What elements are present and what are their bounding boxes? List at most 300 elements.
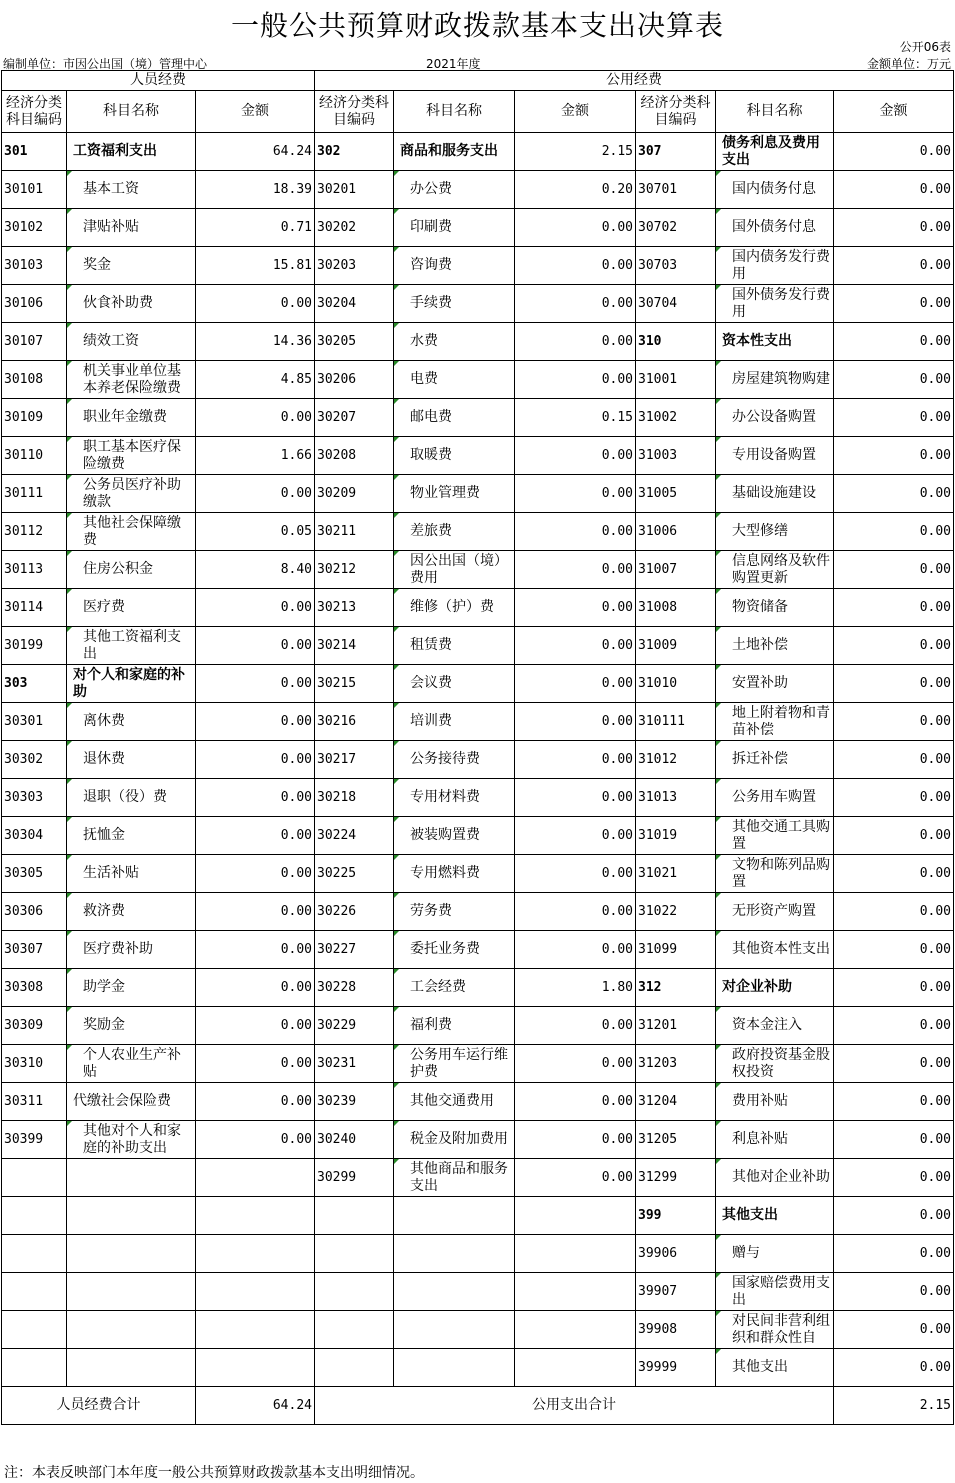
- subject-code: 30103: [2, 247, 67, 285]
- amount: 0.00: [834, 1007, 954, 1045]
- amount: 0.00: [834, 1083, 954, 1121]
- amount: [196, 1273, 315, 1311]
- subject-name: 国家赔偿费用支出: [716, 1273, 834, 1311]
- amount: 0.00: [196, 589, 315, 627]
- amount: 4.85: [196, 361, 315, 399]
- subject-code: [315, 1311, 394, 1349]
- subject-code: 30110: [2, 437, 67, 475]
- subject-name: 土地补偿: [716, 627, 834, 665]
- subject-code: 30306: [2, 893, 67, 931]
- subject-name: 助学金: [67, 969, 196, 1007]
- amount: 0.00: [515, 209, 636, 247]
- subject-code: 30114: [2, 589, 67, 627]
- subject-code: 399: [636, 1197, 716, 1235]
- subject-name: 绩效工资: [67, 323, 196, 361]
- subject-name: 国外债务付息: [716, 209, 834, 247]
- amount: 0.00: [515, 741, 636, 779]
- subject-code: 39907: [636, 1273, 716, 1311]
- subject-code: 30205: [315, 323, 394, 361]
- subject-name: 福利费: [394, 1007, 515, 1045]
- amount: 0.00: [834, 551, 954, 589]
- subject-name: 水费: [394, 323, 515, 361]
- amount: 0.00: [196, 475, 315, 513]
- amount: 0.00: [834, 437, 954, 475]
- subject-code: 30239: [315, 1083, 394, 1121]
- subject-code: 30303: [2, 779, 67, 817]
- subject-name: [394, 1311, 515, 1349]
- subject-code: 30240: [315, 1121, 394, 1159]
- col-header-code: 经济分类科目编码: [2, 91, 67, 133]
- table-row: [2, 1235, 954, 1273]
- subject-name: 咨询费: [394, 247, 515, 285]
- subject-code: 30704: [636, 285, 716, 323]
- subject-code: 30226: [315, 893, 394, 931]
- amount: 0.00: [515, 665, 636, 703]
- amount: 0.00: [515, 1083, 636, 1121]
- subject-code: 301: [2, 133, 67, 171]
- subject-name: 资本性支出: [716, 323, 834, 361]
- amount: 0.00: [196, 969, 315, 1007]
- amount: 0.00: [515, 1007, 636, 1045]
- amount: 64.24: [196, 133, 315, 171]
- amount: 0.00: [515, 931, 636, 969]
- subject-code: 31008: [636, 589, 716, 627]
- subject-name: 其他工资福利支出: [67, 627, 196, 665]
- col-header-code: 经济分类科目编码: [636, 91, 716, 133]
- subject-name: 劳务费: [394, 893, 515, 931]
- subject-name: 物资储备: [716, 589, 834, 627]
- subject-code: 30218: [315, 779, 394, 817]
- subject-name: 其他支出: [716, 1197, 834, 1235]
- amount: 2.15: [515, 133, 636, 171]
- subject-name: 其他支出: [716, 1349, 834, 1387]
- col-header-amount: 金额: [196, 91, 315, 133]
- subject-code: 30101: [2, 171, 67, 209]
- subject-code: 30227: [315, 931, 394, 969]
- amount: 0.00: [515, 855, 636, 893]
- amount: 0.00: [834, 171, 954, 209]
- table-row: [2, 589, 954, 627]
- amount: 0.00: [196, 285, 315, 323]
- subject-code: 312: [636, 969, 716, 1007]
- subject-code: [2, 1197, 67, 1235]
- subject-code: [2, 1235, 67, 1273]
- subject-name: [394, 1273, 515, 1311]
- amount: 0.00: [834, 475, 954, 513]
- subject-code: 31204: [636, 1083, 716, 1121]
- amount: 0.00: [196, 1121, 315, 1159]
- table-row: [2, 285, 954, 323]
- subject-code: 30102: [2, 209, 67, 247]
- amount: 0.00: [515, 285, 636, 323]
- money-unit: 金额单位：万元: [866, 57, 951, 71]
- subject-name: 差旅费: [394, 513, 515, 551]
- table-row: [2, 779, 954, 817]
- table-row: [2, 703, 954, 741]
- subject-code: 30207: [315, 399, 394, 437]
- subject-name: [394, 1235, 515, 1273]
- amount: 0.00: [834, 1159, 954, 1197]
- subject-code: 30225: [315, 855, 394, 893]
- subject-code: 30304: [2, 817, 67, 855]
- subject-code: 31007: [636, 551, 716, 589]
- subject-name: 地上附着物和青苗补偿: [716, 703, 834, 741]
- amount: 0.00: [196, 665, 315, 703]
- subject-code: 31205: [636, 1121, 716, 1159]
- subject-name: 专用设备购置: [716, 437, 834, 475]
- subject-name: 其他对个人和家庭的补助支出: [67, 1121, 196, 1159]
- subject-name: 电费: [394, 361, 515, 399]
- subject-name: 其他交通工具购置: [716, 817, 834, 855]
- personnel-total-label: 人员经费合计: [2, 1387, 196, 1425]
- subject-code: [2, 1273, 67, 1311]
- subject-name: 费用补贴: [716, 1083, 834, 1121]
- subject-name: 津贴补贴: [67, 209, 196, 247]
- amount: [515, 1235, 636, 1273]
- amount: 0.00: [834, 1273, 954, 1311]
- amount: 0.00: [196, 931, 315, 969]
- amount: 0.00: [515, 817, 636, 855]
- subject-name: 个人农业生产补贴: [67, 1045, 196, 1083]
- subject-name: 对个人和家庭的补助: [67, 665, 196, 703]
- subject-name: 邮电费: [394, 399, 515, 437]
- table-row: [2, 969, 954, 1007]
- amount: 8.40: [196, 551, 315, 589]
- subject-code: 310111: [636, 703, 716, 741]
- subject-code: 39999: [636, 1349, 716, 1387]
- col-header-amount: 金额: [834, 91, 954, 133]
- amount: 0.00: [196, 703, 315, 741]
- subject-name: 债务利息及费用支出: [716, 133, 834, 171]
- amount: 0.00: [834, 361, 954, 399]
- subject-name: 工资福利支出: [67, 133, 196, 171]
- form-code: 公开06表: [899, 40, 951, 54]
- subject-code: 30216: [315, 703, 394, 741]
- subject-name: 利息补贴: [716, 1121, 834, 1159]
- table-row: [2, 171, 954, 209]
- subject-name: [67, 1159, 196, 1197]
- table-row: [2, 1007, 954, 1045]
- subject-code: 31006: [636, 513, 716, 551]
- amount: 0.00: [834, 969, 954, 1007]
- subject-code: 31002: [636, 399, 716, 437]
- subject-code: 31203: [636, 1045, 716, 1083]
- table-row: [2, 1311, 954, 1349]
- subject-name: 抚恤金: [67, 817, 196, 855]
- amount: 0.00: [515, 247, 636, 285]
- table-row: [2, 1159, 954, 1197]
- table-row: [2, 931, 954, 969]
- subject-code: [2, 1311, 67, 1349]
- amount: 0.71: [196, 209, 315, 247]
- amount: 0.00: [196, 779, 315, 817]
- col-header-code: 经济分类科目编码: [315, 91, 394, 133]
- subject-name: 公务用车运行维护费: [394, 1045, 515, 1083]
- subject-code: 31019: [636, 817, 716, 855]
- subject-name: 救济费: [67, 893, 196, 931]
- subject-code: 31010: [636, 665, 716, 703]
- amount: 0.00: [834, 323, 954, 361]
- subject-name: 其他资本性支出: [716, 931, 834, 969]
- amount: 0.00: [834, 133, 954, 171]
- subject-name: 信息网络及软件购置更新: [716, 551, 834, 589]
- amount: 1.80: [515, 969, 636, 1007]
- subject-name: 取暖费: [394, 437, 515, 475]
- subject-code: 30307: [2, 931, 67, 969]
- subject-code: 31005: [636, 475, 716, 513]
- table-row: [2, 513, 954, 551]
- amount: 0.00: [515, 893, 636, 931]
- amount: 0.05: [196, 513, 315, 551]
- subject-code: 30311: [2, 1083, 67, 1121]
- personnel-group-header: 人员经费: [2, 71, 315, 91]
- subject-name: [67, 1311, 196, 1349]
- amount: 0.00: [834, 741, 954, 779]
- amount: 0.00: [834, 513, 954, 551]
- amount: 0.00: [196, 1083, 315, 1121]
- subject-name: 国内债务发行费用: [716, 247, 834, 285]
- subject-name: 维修（护）费: [394, 589, 515, 627]
- subject-name: 拆迁补偿: [716, 741, 834, 779]
- subject-code: 30201: [315, 171, 394, 209]
- subject-code: 30106: [2, 285, 67, 323]
- subject-code: [315, 1273, 394, 1311]
- table-row: [2, 741, 954, 779]
- subject-code: 30299: [315, 1159, 394, 1197]
- subject-code: [2, 1349, 67, 1387]
- subject-code: 30217: [315, 741, 394, 779]
- table-row: [2, 247, 954, 285]
- col-header-amount: 金额: [515, 91, 636, 133]
- amount: 0.00: [196, 627, 315, 665]
- subject-name: 租赁费: [394, 627, 515, 665]
- subject-name: 生活补贴: [67, 855, 196, 893]
- subject-code: 31003: [636, 437, 716, 475]
- amount: 14.36: [196, 323, 315, 361]
- subject-code: 30701: [636, 171, 716, 209]
- table-row: [2, 893, 954, 931]
- subject-code: 31299: [636, 1159, 716, 1197]
- amount: [196, 1197, 315, 1235]
- subject-name: [67, 1197, 196, 1235]
- table-row: [2, 361, 954, 399]
- subject-code: 30224: [315, 817, 394, 855]
- amount: 0.00: [515, 1045, 636, 1083]
- amount: 0.00: [196, 893, 315, 931]
- subject-name: 医疗费补助: [67, 931, 196, 969]
- table-row: [2, 855, 954, 893]
- amount: 0.00: [834, 589, 954, 627]
- footnote: 注：本表反映部门本年度一般公共预算财政拨款基本支出明细情况。: [4, 1465, 424, 1481]
- subject-code: 30703: [636, 247, 716, 285]
- table-row: [2, 665, 954, 703]
- subject-code: 31021: [636, 855, 716, 893]
- amount: 15.81: [196, 247, 315, 285]
- subject-code: [315, 1349, 394, 1387]
- amount: [196, 1349, 315, 1387]
- public-total-label: 公用支出合计: [315, 1387, 834, 1425]
- amount: 0.00: [834, 285, 954, 323]
- amount: 0.00: [196, 855, 315, 893]
- subject-name: [67, 1235, 196, 1273]
- subject-name: 工会经费: [394, 969, 515, 1007]
- amount: 0.00: [834, 1121, 954, 1159]
- subject-code: 30702: [636, 209, 716, 247]
- subject-name: [67, 1273, 196, 1311]
- subject-code: 30206: [315, 361, 394, 399]
- subject-name: 奖励金: [67, 1007, 196, 1045]
- subject-code: 30309: [2, 1007, 67, 1045]
- subject-code: 30228: [315, 969, 394, 1007]
- subject-name: 国内债务付息: [716, 171, 834, 209]
- subject-name: 赠与: [716, 1235, 834, 1273]
- amount: 0.00: [515, 475, 636, 513]
- subject-code: 31012: [636, 741, 716, 779]
- public-group-header: 公用经费: [315, 71, 954, 91]
- subject-code: 31009: [636, 627, 716, 665]
- subject-code: 30109: [2, 399, 67, 437]
- subject-name: [67, 1349, 196, 1387]
- amount: 0.00: [196, 399, 315, 437]
- subject-name: 文物和陈列品购置: [716, 855, 834, 893]
- subject-code: 30112: [2, 513, 67, 551]
- amount: 0.00: [515, 361, 636, 399]
- subject-code: 30113: [2, 551, 67, 589]
- subject-name: 伙食补助费: [67, 285, 196, 323]
- subject-code: 30231: [315, 1045, 394, 1083]
- subject-name: 公务用车购置: [716, 779, 834, 817]
- subject-code: 310: [636, 323, 716, 361]
- subject-name: 税金及附加费用: [394, 1121, 515, 1159]
- amount: 0.00: [515, 437, 636, 475]
- subject-name: 医疗费: [67, 589, 196, 627]
- subject-name: 退职（役）费: [67, 779, 196, 817]
- subject-name: 委托业务费: [394, 931, 515, 969]
- subject-name: 公务接待费: [394, 741, 515, 779]
- subject-code: 31001: [636, 361, 716, 399]
- subject-name: 对企业补助: [716, 969, 834, 1007]
- expenditure-table: [1, 70, 954, 1425]
- table-row: [2, 399, 954, 437]
- subject-code: 30107: [2, 323, 67, 361]
- subject-name: 离休费: [67, 703, 196, 741]
- subject-code: 30310: [2, 1045, 67, 1083]
- public-total-value: 2.15: [834, 1387, 954, 1425]
- subject-code: 30213: [315, 589, 394, 627]
- amount: 0.00: [834, 855, 954, 893]
- amount: 0.00: [515, 323, 636, 361]
- subject-name: 奖金: [67, 247, 196, 285]
- subject-code: 303: [2, 665, 67, 703]
- subject-name: [394, 1349, 515, 1387]
- subject-code: 30199: [2, 627, 67, 665]
- amount: 0.00: [834, 703, 954, 741]
- subject-name: 政府投资基金股权投资: [716, 1045, 834, 1083]
- subject-code: 30208: [315, 437, 394, 475]
- subject-code: 39906: [636, 1235, 716, 1273]
- table-row: [2, 1349, 954, 1387]
- subject-name: 基础设施建设: [716, 475, 834, 513]
- table-row: [2, 1083, 954, 1121]
- subject-code: 30204: [315, 285, 394, 323]
- amount: [515, 1197, 636, 1235]
- subject-code: 307: [636, 133, 716, 171]
- compiling-unit: 编制单位：市因公出国（境）管理中心: [3, 57, 208, 71]
- subject-code: 30229: [315, 1007, 394, 1045]
- personnel-total-value: 64.24: [196, 1387, 315, 1425]
- subject-name: [394, 1197, 515, 1235]
- amount: 0.00: [834, 931, 954, 969]
- amount: 0.00: [196, 1045, 315, 1083]
- subject-code: 302: [315, 133, 394, 171]
- subject-name: 职业年金缴费: [67, 399, 196, 437]
- subject-name: 其他社会保障缴费: [67, 513, 196, 551]
- table-row: [2, 1121, 954, 1159]
- subject-name: 物业管理费: [394, 475, 515, 513]
- amount: 0.00: [834, 399, 954, 437]
- subject-name: 基本工资: [67, 171, 196, 209]
- amount: 0.00: [834, 1349, 954, 1387]
- amount: 0.00: [515, 1159, 636, 1197]
- amount: 0.00: [834, 779, 954, 817]
- amount: 18.39: [196, 171, 315, 209]
- subject-name: 手续费: [394, 285, 515, 323]
- subject-code: [315, 1197, 394, 1235]
- subject-name: 对民间非营利组织和群众性自: [716, 1311, 834, 1349]
- amount: 0.00: [515, 1121, 636, 1159]
- col-header-name: 科目名称: [716, 91, 834, 133]
- subject-code: 31099: [636, 931, 716, 969]
- amount: 0.00: [196, 1007, 315, 1045]
- subject-name: 公务员医疗补助缴款: [67, 475, 196, 513]
- subject-name: 安置补助: [716, 665, 834, 703]
- table-row: [2, 817, 954, 855]
- amount: 0.00: [834, 1235, 954, 1273]
- subject-name: 办公设备购置: [716, 399, 834, 437]
- subject-code: 31201: [636, 1007, 716, 1045]
- table-row: [2, 323, 954, 361]
- subject-name: 专用燃料费: [394, 855, 515, 893]
- subject-code: 30214: [315, 627, 394, 665]
- col-header-name: 科目名称: [67, 91, 196, 133]
- table-row: [2, 209, 954, 247]
- table-row: [2, 475, 954, 513]
- amount: 0.00: [515, 551, 636, 589]
- subject-name: 退休费: [67, 741, 196, 779]
- amount: 0.20: [515, 171, 636, 209]
- subject-name: 其他对企业补助: [716, 1159, 834, 1197]
- subject-code: 30111: [2, 475, 67, 513]
- subject-name: 其他商品和服务支出: [394, 1159, 515, 1197]
- subject-name: 住房公积金: [67, 551, 196, 589]
- amount: 0.00: [834, 209, 954, 247]
- page-title: 一般公共预算财政拨款基本支出决算表: [230, 9, 724, 42]
- amount: 0.00: [834, 1197, 954, 1235]
- amount: 0.00: [834, 817, 954, 855]
- subject-code: 30209: [315, 475, 394, 513]
- table-row: [2, 627, 954, 665]
- subject-code: 30308: [2, 969, 67, 1007]
- amount: [515, 1311, 636, 1349]
- subject-code: 30302: [2, 741, 67, 779]
- subject-name: 职工基本医疗保险缴费: [67, 437, 196, 475]
- amount: 0.00: [834, 1045, 954, 1083]
- amount: [196, 1235, 315, 1273]
- subject-name: 房屋建筑物购建: [716, 361, 834, 399]
- subject-name: 被装购置费: [394, 817, 515, 855]
- amount: 0.00: [834, 665, 954, 703]
- subject-name: 机关事业单位基本养老保险缴费: [67, 361, 196, 399]
